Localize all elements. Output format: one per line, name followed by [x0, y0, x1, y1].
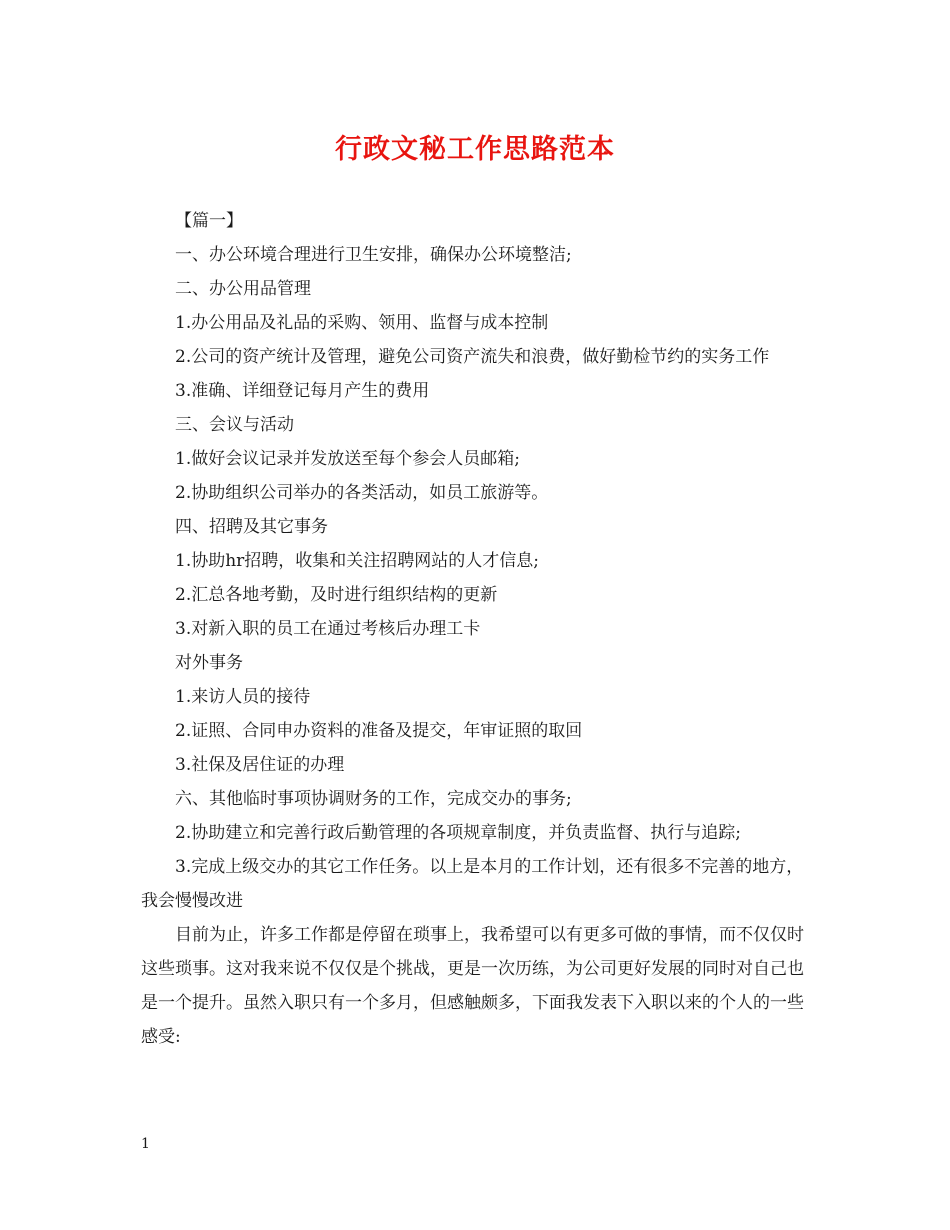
paragraph: 对外事务	[175, 653, 243, 673]
paragraph: 2.汇总各地考勤，及时进行组织结构的更新	[175, 585, 498, 605]
paragraph-section-label: 【篇一】	[175, 211, 243, 231]
paragraph: 六、其他临时事项协调财务的工作，完成交办的事务;	[175, 789, 572, 809]
paragraph: 1.做好会议记录并发放送至每个参会人员邮箱;	[175, 449, 520, 469]
paragraph: 四、招聘及其它事务	[175, 517, 328, 537]
paragraph: 2.协助建立和完善行政后勤管理的各项规章制度，并负责监督、执行与追踪;	[175, 823, 741, 843]
paragraph: 2.公司的资产统计及管理，避免公司资产流失和浪费，做好勤检节约的实务工作	[175, 347, 770, 367]
document-title: 行政文秘工作思路范本	[335, 134, 615, 165]
paragraph: 目前为止，许多工作都是停留在琐事上，我希望可以有更多可做的事情，而不仅仅时这些琐事。这对我来说不仅仅是个挑战，更是一次历练，为公司更好发展的同时对自己也是一个提升。虽然入职只有一个多月，但感触颇多，下面我发表下入职以来的个人的一些感受:	[141, 925, 804, 1047]
paragraph: 3.对新入职的员工在通过考核后办理工卡	[175, 619, 481, 639]
paragraph: 3.准确、详细登记每月产生的费用	[175, 381, 430, 401]
document-body	[141, 204, 811, 1054]
paragraph: 三、会议与活动	[175, 415, 294, 435]
paragraph: 3.社保及居住证的办理	[175, 755, 345, 775]
paragraph: 一、办公环境合理进行卫生安排，确保办公环境整洁;	[175, 245, 572, 265]
paragraph: 1.来访人员的接待	[175, 687, 311, 707]
page-number: 1	[141, 1136, 150, 1152]
paragraph: 1.协助hr招聘，收集和关注招聘网站的人才信息;	[175, 551, 540, 571]
paragraph: 二、办公用品管理	[175, 279, 311, 299]
paragraph: 1.办公用品及礼品的采购、领用、监督与成本控制	[175, 313, 549, 333]
paragraph: 2.证照、合同申办资料的准备及提交，年审证照的取回	[175, 721, 583, 741]
paragraph: 2.协助组织公司举办的各类活动，如员工旅游等。	[175, 483, 549, 503]
paragraph: 3.完成上级交办的其它工作任务。以上是本月的工作计划，还有很多不完善的地方，我会慢慢改进	[141, 857, 804, 911]
